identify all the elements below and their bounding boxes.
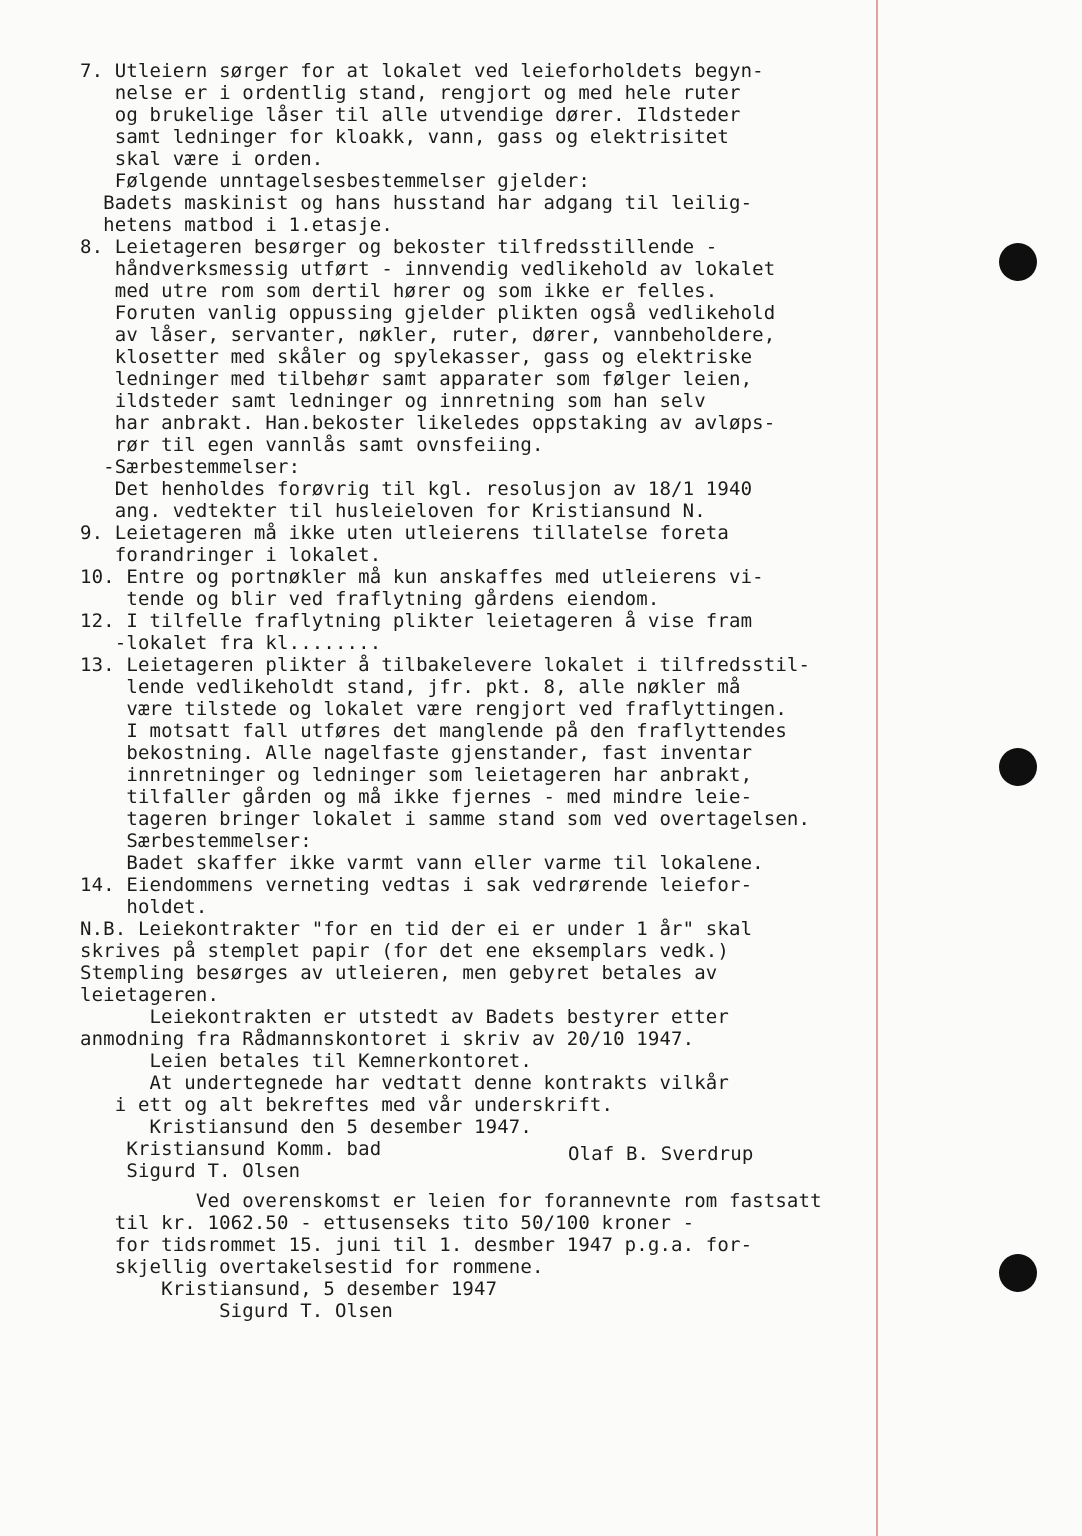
text-line: lende vedlikeholdt stand, jfr. pkt. 8, alle nøkler må <box>80 676 741 698</box>
text-line: skrives på stemplet papir (for det ene eksemplars vedk.) <box>80 940 729 962</box>
text-line: av låser, servanter, nøkler, ruter, dører, vannbeholdere, <box>80 324 776 346</box>
text-line: ang. vedtekter til husleieloven for Kristiansund N. <box>80 500 706 522</box>
text-line: Leiekontrakten er utstedt av Badets bestyrer etter <box>80 1006 729 1028</box>
text-line: 7. Utleiern sørger for at lokalet ved leieforholdets begyn- <box>80 60 764 82</box>
text-line: tende og blir ved fraflytning gårdens eiendom. <box>80 588 660 610</box>
text-line: Stempling besørges av utleieren, men gebyret betales av <box>80 962 718 984</box>
text-line: 12. I tilfelle fraflytning plikter leietageren å vise fram <box>80 610 753 632</box>
text-line: anmodning fra Rådmannskontoret i skriv av 20/10 1947. <box>80 1028 695 1050</box>
text-line: i ett og alt bekreftes med vår underskrift. <box>80 1094 614 1116</box>
text-line: Sigurd T. Olsen <box>80 1160 301 1182</box>
signature-right: Olaf B. Sverdrup <box>568 1143 754 1165</box>
text-line: håndverksmessig utført - innvendig vedlikehold av lokalet <box>80 258 776 280</box>
text-line: -Særbestemmelser: <box>80 456 301 478</box>
text-line: samt ledninger for kloakk, vann, gass og elektrisitet <box>80 126 729 148</box>
text-line: 8. Leietageren besørger og bekoster tilfredsstillende - <box>80 236 718 258</box>
punch-hole <box>999 1254 1037 1292</box>
text-line: tageren bringer lokalet i samme stand som ved overtagelsen. <box>80 808 811 830</box>
punch-hole <box>999 748 1037 786</box>
text-line: rør til egen vannlås samt ovnsfeiing. <box>80 434 544 456</box>
text-line: Sigurd T. Olsen <box>80 1300 393 1322</box>
text-line: Følgende unntagelsesbestemmelser gjelder: <box>80 170 590 192</box>
text-line: tilfaller gården og må ikke fjernes - med mindre leie- <box>80 786 753 808</box>
text-line: skjellig overtakelsestid for rommene. <box>80 1256 544 1278</box>
text-line: Foruten vanlig oppussing gjelder plikten også vedlikehold <box>80 302 776 324</box>
text-line: 14. Eiendommens verneting vedtas i sak vedrørende leiefor- <box>80 874 753 896</box>
text-line: N.B. Leiekontrakter "for en tid der ei er under 1 år" skal <box>80 918 753 940</box>
text-line: Kristiansund, 5 desember 1947 <box>80 1278 498 1300</box>
text-line: Ved overenskomst er leien for forannevnte rom fastsatt <box>80 1190 822 1212</box>
text-line: hetens matbod i 1.etasje. <box>80 214 393 236</box>
text-line: ledninger med tilbehør samt apparater som følger leien, <box>80 368 753 390</box>
text-line: innretninger og ledninger som leietageren har anbrakt, <box>80 764 753 786</box>
text-line: Det henholdes forøvrig til kgl. resolusjon av 18/1 1940 <box>80 478 753 500</box>
text-line: bekostning. Alle nagelfaste gjenstander, fast inventar <box>80 742 753 764</box>
text-line: til kr. 1062.50 - ettusenseks tito 50/100 kroner - <box>80 1212 695 1234</box>
text-line: nelse er i ordentlig stand, rengjort og med hele ruter <box>80 82 741 104</box>
text-line: har anbrakt. Han.bekoster likeledes oppstaking av avløps- <box>80 412 776 434</box>
text-line: 9. Leietageren må ikke uten utleierens tillatelse foreta <box>80 522 729 544</box>
text-line: Kristiansund Komm. bad <box>80 1138 382 1160</box>
text-line: ildsteder samt ledninger og innretning som han selv <box>80 390 706 412</box>
text-line: Særbestemmelser: <box>80 830 312 852</box>
text-line: 13. Leietageren plikter å tilbakelevere lokalet i tilfredsstil- <box>80 654 811 676</box>
text-line: for tidsrommet 15. juni til 1. desmber 1947 p.g.a. for- <box>80 1234 753 1256</box>
text-line: Leien betales til Kemnerkontoret. <box>80 1050 532 1072</box>
text-line: 10. Entre og portnøkler må kun anskaffes med utleierens vi- <box>80 566 764 588</box>
text-line: være tilstede og lokalet være rengjort ved fraflyttingen. <box>80 698 787 720</box>
text-line: Badets maskinist og hans husstand har adgang til leilig- <box>80 192 753 214</box>
text-line: At undertegnede har vedtatt denne kontrakts vilkår <box>80 1072 729 1094</box>
text-line: klosetter med skåler og spylekasser, gass og elektriske <box>80 346 753 368</box>
text-line: leietageren. <box>80 984 220 1006</box>
text-line: skal være i orden. <box>80 148 324 170</box>
text-line: I motsatt fall utføres det manglende på den fraflyttendes <box>80 720 787 742</box>
text-line: og brukelige låser til alle utvendige dører. Ildsteder <box>80 104 741 126</box>
text-line: -lokalet fra kl........ <box>80 632 382 654</box>
text-line: holdet. <box>80 896 208 918</box>
punch-hole <box>999 243 1037 281</box>
text-line: Badet skaffer ikke varmt vann eller varme til lokalene. <box>80 852 764 874</box>
margin-rule <box>876 0 878 1536</box>
text-line: forandringer i lokalet. <box>80 544 382 566</box>
text-line: med utre rom som dertil hører og som ikke er felles. <box>80 280 718 302</box>
text-line: Kristiansund den 5 desember 1947. <box>80 1116 532 1138</box>
